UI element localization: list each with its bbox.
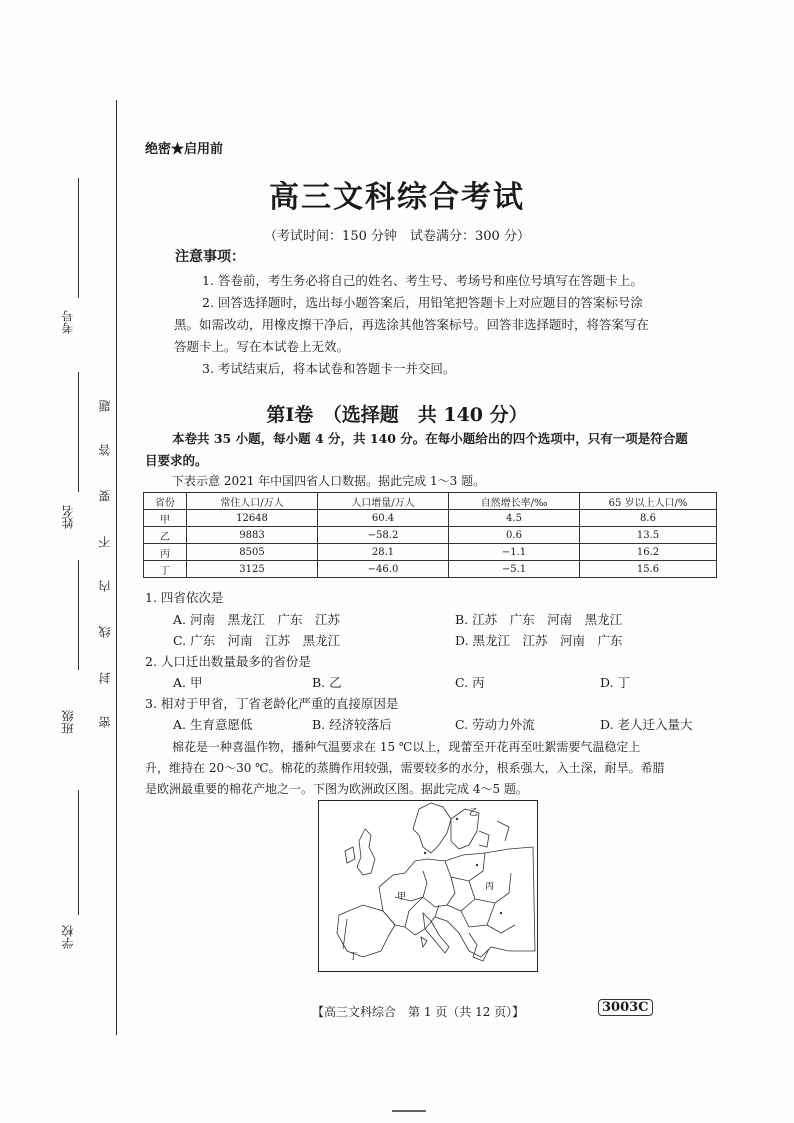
table-cell: −1.1 [449, 544, 580, 561]
cotton-passage-line-2: 升，维持在 20～30 ℃。棉花的蒸腾作用较强，需要较多的水分，根系强大，入土深，耐旱。希腊 [145, 761, 665, 775]
section-intro-line-1: 本卷共 35 小题，每小题 4 分，共 140 分。在每小题给出的四个选项中，只有一项是符合题 [172, 431, 688, 446]
secret-mark: 绝密★启用前 [145, 142, 224, 157]
table-cell: −58.2 [318, 527, 449, 544]
table-cell: 12648 [187, 510, 318, 527]
table-header-cell: 自然增长率/‰ [449, 493, 580, 510]
table-cell: 15.6 [580, 561, 717, 578]
xuexiao-label: 学校 [61, 925, 75, 949]
seal-char: 要 [98, 490, 112, 502]
question-3-option-b[interactable]: B. 经济较落后 [312, 717, 392, 732]
table-cell: 8505 [187, 544, 318, 561]
table-cell: 4.5 [449, 510, 580, 527]
kaohao-label: 考号 [61, 310, 75, 334]
table-cell: 丙 [144, 544, 187, 561]
map-label-jia: 甲 [397, 892, 407, 902]
bottom-mark [392, 1110, 426, 1112]
page-title: 高三文科综合考试 [269, 180, 525, 215]
notice-heading: 注意事项： [175, 249, 245, 265]
table-cell: 甲 [144, 510, 187, 527]
table-intro: 下表示意 2021 年中国四省人口数据。据此完成 1～3 题。 [172, 474, 486, 488]
question-2-option-b[interactable]: B. 乙 [312, 675, 342, 690]
europe-map-drawing [319, 801, 537, 971]
footer-code: 3003C [598, 999, 653, 1016]
table-header-cell: 省份 [144, 493, 187, 510]
seal-char: 密 [98, 716, 112, 728]
notice-item-1: 1. 答卷前，考生务必将自己的姓名、考生号、考场号和座位号填写在答题卡上。 [202, 273, 643, 288]
table-row [144, 510, 717, 527]
xingming-blank-line [78, 372, 79, 492]
table-cell: 9883 [187, 527, 318, 544]
question-3-option-a[interactable]: A. 生育意愿低 [173, 717, 253, 732]
seal-char: 封 [98, 672, 112, 684]
map-label-bing: 丙 [485, 882, 495, 892]
exam-subtitle: （考试时间：150 分钟 试卷满分：300 分） [264, 229, 530, 244]
question-2-option-c[interactable]: C. 丙 [455, 675, 485, 690]
question-3-option-c[interactable]: C. 劳动力外流 [455, 717, 535, 732]
section-title: 第Ⅰ卷 （选择题 共 140 分） [266, 404, 528, 426]
question-1-option-d[interactable]: D. 黑龙江 江苏 河南 广东 [455, 633, 623, 648]
xingming-label: 姓名 [61, 505, 75, 529]
seal-char: 答 [98, 444, 112, 456]
seal-char: 内 [98, 580, 112, 592]
question-3-stem: 3. 相对于甲省，丁省老龄化严重的直接原因是 [145, 696, 399, 711]
banji-label: 班级 [61, 710, 75, 734]
table-header-cell: 人口增量/万人 [318, 493, 449, 510]
map-label-yi: 乙 [469, 808, 479, 818]
seal-char: 题 [98, 400, 112, 412]
section-intro-line-2: 目要求的。 [145, 453, 208, 468]
cotton-passage-line-1: 棉花是一种喜温作物，播种气温要求在 15 ℃以上，现蕾至开花再至吐絮需要气温稳定上 [172, 740, 641, 754]
table-cell: 3125 [187, 561, 318, 578]
question-1-option-a[interactable]: A. 河南 黑龙江 广东 江苏 [173, 612, 340, 627]
table-cell: 16.2 [580, 544, 717, 561]
table-cell: 60.4 [318, 510, 449, 527]
table-row [144, 544, 717, 561]
table-row [144, 561, 717, 578]
question-2-option-d[interactable]: D. 丁 [600, 675, 631, 690]
table-header-row [144, 493, 717, 510]
table-cell: 丁 [144, 561, 187, 578]
question-2-stem: 2. 人口迁出数量最多的省份是 [145, 654, 311, 669]
table-cell: 28.1 [318, 544, 449, 561]
table-cell: 8.6 [580, 510, 717, 527]
population-table [143, 492, 717, 578]
map-label-ding: 丁 [349, 952, 359, 962]
table-cell: 13.5 [580, 527, 717, 544]
notice-item-2-line-1: 2. 回答选择题时，选出每小题答案后，用铅笔把答题卡上对应题目的答案标号涂 [202, 295, 643, 310]
question-2-option-a[interactable]: A. 甲 [173, 675, 203, 690]
cotton-passage-line-3: 是欧洲最重要的棉花产地之一。下图为欧洲政区图。据此完成 4～5 题。 [145, 782, 528, 796]
europe-map [318, 800, 538, 972]
seal-char: 不 [98, 536, 112, 548]
notice-item-3: 3. 考试结束后，将本试卷和答题卡一并交回。 [202, 361, 456, 376]
question-1-option-b[interactable]: B. 江苏 广东 河南 黑龙江 [455, 612, 623, 627]
question-1-option-c[interactable]: C. 广东 河南 江苏 黑龙江 [173, 633, 341, 648]
table-header-cell: 常住人口/万人 [187, 493, 318, 510]
table-cell: 乙 [144, 527, 187, 544]
seal-char: 线 [98, 626, 112, 638]
table-header-cell: 65 岁以上人口/% [580, 493, 717, 510]
table-cell: −5.1 [449, 561, 580, 578]
notice-item-2-line-2: 黑。如需改动，用橡皮擦干净后，再选涂其他答案标号。回答非选择题时，将答案写在 [174, 317, 650, 332]
footer-page-info: 【高三文科综合 第 1 页（共 12 页）】 [312, 1005, 525, 1019]
table-row [144, 527, 717, 544]
xuexiao-blank-line [78, 790, 79, 915]
table-cell: 0.6 [449, 527, 580, 544]
question-1-stem: 1. 四省依次是 [145, 590, 224, 605]
table-cell: −46.0 [318, 561, 449, 578]
banji-blank-line [78, 560, 79, 670]
question-3-option-d[interactable]: D. 老人迁入量大 [600, 717, 693, 732]
notice-item-2-line-3: 答题卡上。写在本试卷上无效。 [174, 339, 350, 354]
